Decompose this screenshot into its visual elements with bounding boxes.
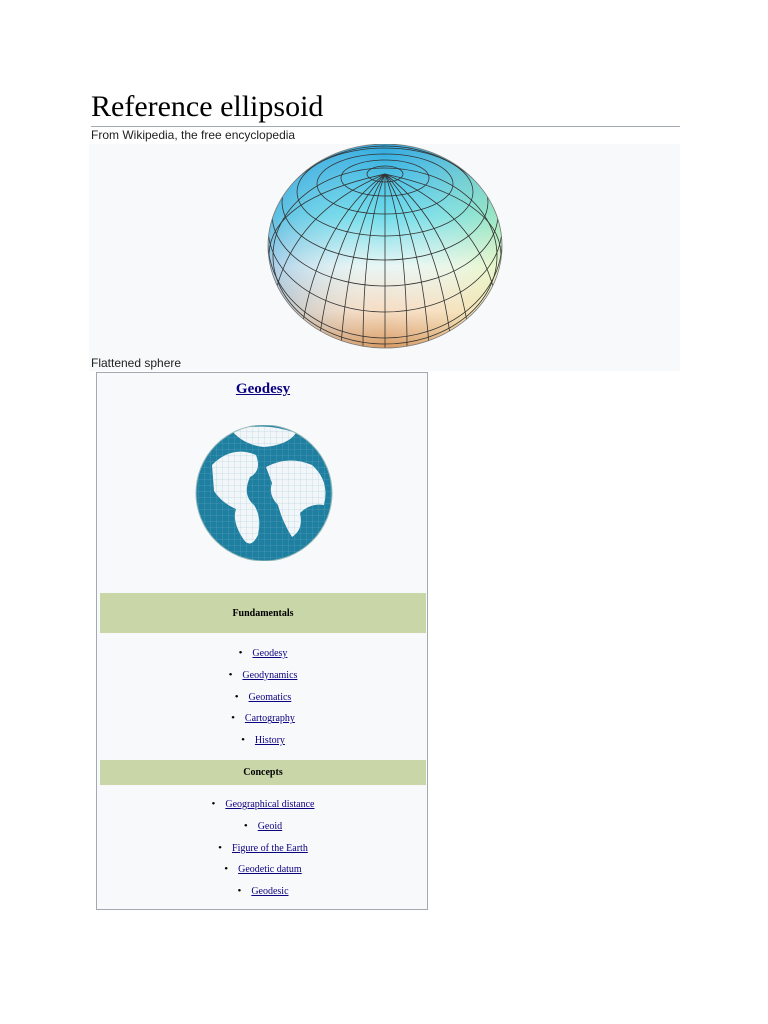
link-history[interactable]: History bbox=[254, 735, 285, 747]
link-geodesic[interactable]: Geodesic bbox=[251, 886, 289, 898]
list-item: • Geoid bbox=[243, 819, 283, 832]
page-title: Reference ellipsoid bbox=[91, 88, 680, 127]
section-header-fundamentals: Fundamentals bbox=[100, 593, 426, 633]
link-geodynamics[interactable]: Geodynamics bbox=[242, 669, 298, 681]
link-geodesy[interactable]: Geodesy bbox=[252, 648, 288, 659]
geodesy-infobox bbox=[96, 372, 428, 910]
ellipsoid-figure[interactable] bbox=[89, 144, 680, 371]
infobox-title-link[interactable]: Geodesy bbox=[235, 381, 291, 397]
link-geoid[interactable]: Geoid bbox=[257, 820, 283, 832]
fundamentals-list bbox=[98, 643, 428, 752]
list-item: • Geomatics bbox=[234, 690, 292, 703]
list-item: • History bbox=[241, 734, 285, 747]
site-tagline: From Wikipedia, the free encyclopedia bbox=[91, 128, 296, 142]
link-geographical-distance[interactable]: Geographical distance bbox=[225, 799, 315, 810]
globe-icon bbox=[192, 425, 336, 561]
list-item: • Geodetic datum bbox=[224, 863, 302, 876]
figure-caption: Flattened sphere bbox=[91, 356, 182, 370]
section-header-concepts: Concepts bbox=[100, 760, 426, 785]
list-item: • Cartography bbox=[231, 712, 295, 725]
ellipsoid-image bbox=[89, 144, 680, 371]
list-item: • Geographical distance bbox=[211, 798, 315, 810]
link-cartography[interactable]: Cartography bbox=[244, 713, 295, 725]
link-figure-of-the-earth[interactable]: Figure of the Earth bbox=[232, 842, 308, 854]
list-item: • Figure of the Earth bbox=[218, 841, 308, 854]
concepts-list bbox=[98, 794, 428, 903]
list-item: • Geodynamics bbox=[228, 668, 298, 681]
link-geodetic-datum[interactable]: Geodetic datum bbox=[238, 864, 302, 876]
globe-image[interactable] bbox=[192, 425, 336, 566]
link-geomatics[interactable]: Geomatics bbox=[248, 691, 292, 703]
list-item: • Geodesic bbox=[237, 885, 289, 898]
infobox-title bbox=[98, 381, 428, 398]
list-item: • Geodesy bbox=[238, 647, 288, 659]
